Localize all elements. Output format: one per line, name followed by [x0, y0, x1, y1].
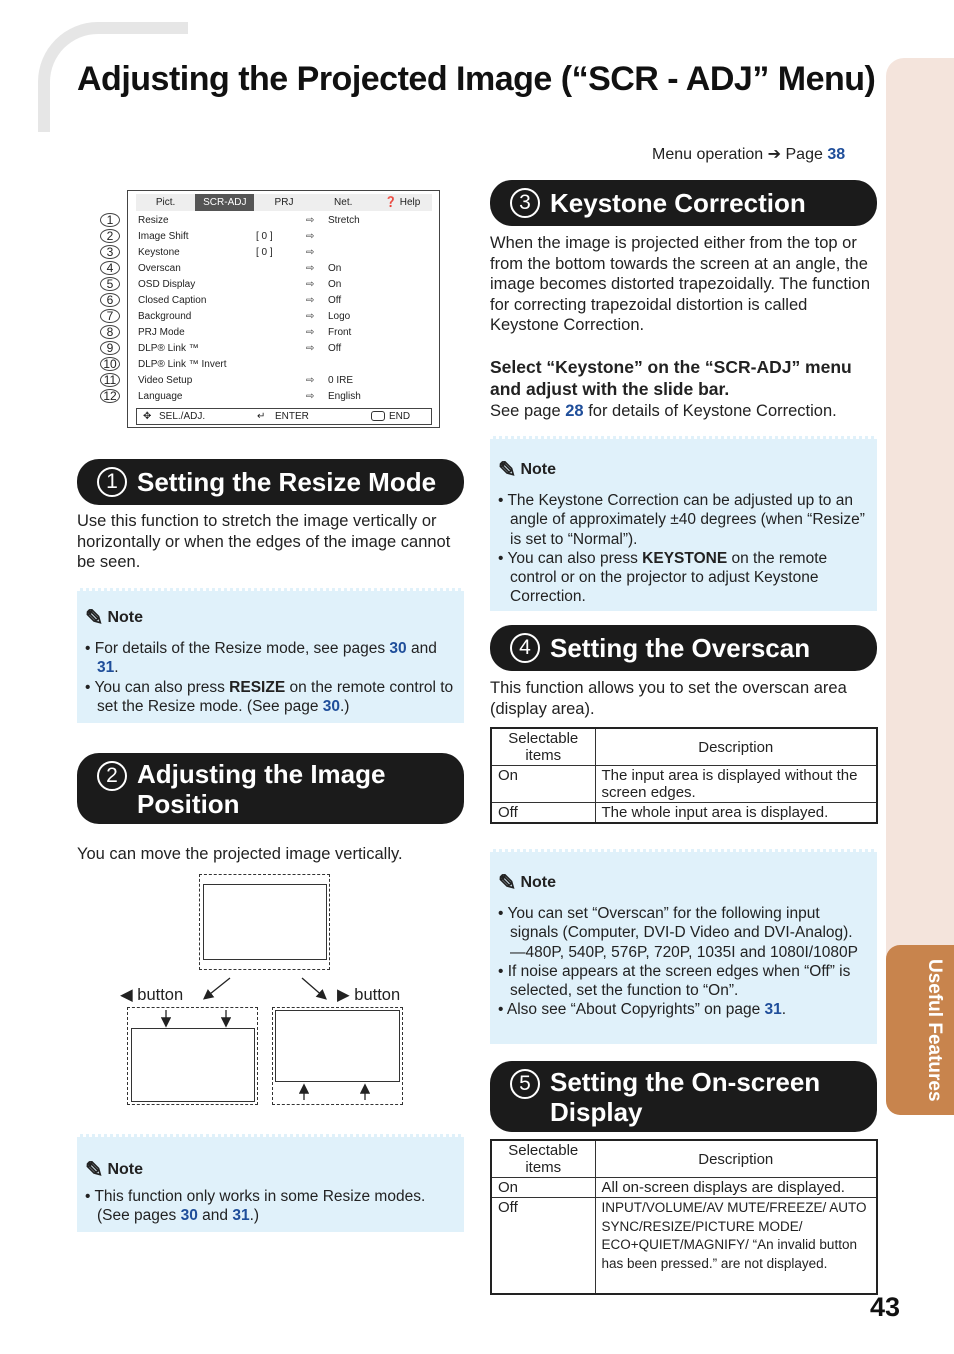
- osd-row-label: Closed Caption: [138, 295, 207, 306]
- section-title: Setting the Resize Mode: [137, 467, 437, 497]
- pencil-icon: ✎: [498, 457, 517, 482]
- osd-tab-pict: Pict.: [155, 197, 176, 208]
- osd-row-label: PRJ Mode: [138, 327, 185, 338]
- list-item: • This function only works in some Resize modes. (See pages 30 and 31.): [85, 1187, 456, 1226]
- note-label: Note: [520, 461, 556, 478]
- list-item: • You can also press KEYSTONE on the remote control or on the projector to adjust Keystone Correction.: [498, 549, 869, 607]
- osd-callout-number: 10: [100, 357, 120, 371]
- table-cell: The input area is displayed without the screen edges.: [595, 766, 877, 803]
- osd-footer-enter: ENTER: [275, 411, 309, 422]
- pencil-icon: ✎: [498, 870, 517, 895]
- arrow-icon: ⇨: [306, 375, 315, 386]
- arrow-icon: ⇨: [306, 391, 315, 402]
- enter-icon: ↵: [257, 411, 266, 422]
- page-link[interactable]: 31: [764, 1001, 782, 1019]
- note-list: [85, 639, 456, 716]
- image-center: [203, 884, 327, 960]
- list-item: • If noise appears at the screen edges when “Off” is selected, set the function to “On”.: [498, 962, 869, 1001]
- osd-row-label: Overscan: [138, 263, 181, 274]
- osd-menu-screenshot: [127, 190, 440, 428]
- osd-tab-help-label: Help: [399, 197, 421, 208]
- osd-tab-help: [373, 194, 432, 211]
- table-header-row: [491, 728, 877, 766]
- section-title: Adjusting the Image Position: [137, 758, 386, 819]
- osd-row-value: Front: [328, 327, 352, 338]
- menu-operation-label: Menu operation: [652, 146, 764, 163]
- page-link[interactable]: 30: [322, 697, 340, 715]
- note-list: [498, 904, 869, 1020]
- osd-callout-number: 11: [100, 373, 120, 387]
- page-link[interactable]: 30: [180, 1207, 198, 1225]
- keystone-body: When the image is projected either from the top or from the bottom towards the screen at an angle, the image becomes distorted trapezoidally. The function for correcting trapezoidal distortion is called Keystone Correction.: [490, 234, 871, 334]
- column-header: Description: [595, 1140, 877, 1178]
- end-icon: [371, 411, 385, 421]
- osd-callout-number: 6: [100, 293, 120, 307]
- osd-tab-scr-adj: SCR-ADJ: [195, 194, 254, 211]
- section-title: Setting the On-screen Display: [550, 1066, 821, 1127]
- section-title: Keystone Correction: [550, 188, 806, 218]
- osd-row: [138, 261, 428, 277]
- section-number: 2: [97, 761, 127, 791]
- table-row: [491, 1198, 877, 1294]
- osd-row: [138, 357, 428, 373]
- arrow-icon: ➔: [767, 146, 782, 163]
- osd-row: [138, 341, 428, 357]
- osd-row-value: On: [328, 279, 342, 290]
- list-item: • You can set “Overscan” for the following input signals (Computer, DVI-D Video and DVI-Analog). —480P, 540P, 576P, 720P, 1035I and 1080I/1080P: [498, 904, 869, 962]
- help-icon: ❓: [384, 197, 397, 208]
- osd-callout-number: 3: [100, 245, 120, 259]
- note-label: Note: [520, 874, 556, 891]
- osd-callout-number: 2: [100, 229, 120, 243]
- osd-row-value: [ 0 ]: [256, 247, 273, 258]
- overscan-note: [490, 849, 877, 1044]
- note-list: [85, 1187, 456, 1226]
- osd-row-value: English: [328, 391, 361, 402]
- osd-callout-number: 5: [100, 277, 120, 291]
- table-cell: All on-screen displays are displayed.: [595, 1178, 877, 1198]
- osd-row: [138, 325, 428, 341]
- table-row: [491, 766, 877, 803]
- pencil-icon: ✎: [85, 1157, 104, 1182]
- table-row: [491, 803, 877, 824]
- left-button-label: ◀ button: [120, 986, 184, 1004]
- page-word: Page: [785, 146, 823, 163]
- table-cell: The whole input area is displayed.: [595, 803, 877, 824]
- osd-row: [138, 229, 428, 245]
- section-number: 5: [510, 1069, 540, 1099]
- note-heading: [498, 457, 869, 483]
- side-tab-label: Useful Features: [924, 958, 945, 1102]
- osd-row: [138, 389, 428, 405]
- overscan-table: [490, 727, 878, 824]
- keystone-see-page: See page 28 for details of Keystone Correction.: [490, 402, 837, 420]
- menu-operation-ref: [652, 144, 845, 164]
- page-link[interactable]: 31: [97, 659, 115, 677]
- table-cell: On: [491, 1178, 595, 1198]
- osd-row-value: [ 0 ]: [256, 231, 273, 242]
- osd-row-label: Video Setup: [138, 375, 193, 386]
- page-number: 43: [870, 1292, 901, 1322]
- note-heading: [85, 605, 456, 631]
- osd-tab-net: Net.: [334, 197, 353, 208]
- osd-display-table: [490, 1139, 878, 1295]
- table-header-row: [491, 1140, 877, 1178]
- osd-row-label: Image Shift: [138, 231, 189, 242]
- arrow-icon: ⇨: [306, 263, 315, 274]
- osd-callout-number: 7: [100, 309, 120, 323]
- osd-row-label: Resize: [138, 215, 169, 226]
- arrow-icon: ⇨: [306, 311, 315, 322]
- table-row: [491, 1178, 877, 1198]
- osd-row: [138, 293, 428, 309]
- section-resize-heading: [77, 459, 464, 505]
- table-cell: Off: [491, 1198, 595, 1294]
- osd-callout-number: 1: [100, 213, 120, 227]
- osd-row-label: DLP® Link ™ Invert: [138, 359, 227, 370]
- note-heading: [85, 1157, 456, 1183]
- pencil-icon: ✎: [85, 605, 104, 630]
- section-osd-display-heading: [490, 1061, 877, 1132]
- osd-row-value: 0 IRE: [328, 375, 354, 386]
- osd-row-label: Language: [138, 391, 183, 402]
- osd-callout-number: 4: [100, 261, 120, 275]
- osd-row-value: Off: [328, 295, 342, 306]
- osd-row-value: Stretch: [328, 215, 360, 226]
- page-link[interactable]: 28: [565, 402, 584, 420]
- table-cell: INPUT/VOLUME/AV MUTE/FREEZE/ AUTO SYNC/RESIZE/PICTURE MODE/ ECO+QUIET/MAGNIFY/ “An invalid button has been pressed.” are not displayed.: [595, 1198, 877, 1294]
- arrow-icon: ⇨: [306, 295, 315, 306]
- table-cell: Off: [491, 803, 595, 824]
- section-overscan-heading: [490, 625, 877, 671]
- osd-row-value: Off: [328, 343, 342, 354]
- page-title: Adjusting the Projected Image (“SCR - ADJ” Menu): [77, 60, 876, 98]
- osd-row: [138, 309, 428, 325]
- note-label: Note: [107, 609, 143, 626]
- page-link[interactable]: 38: [827, 146, 846, 163]
- arrow-icon: ⇨: [306, 343, 315, 354]
- list-item: • The Keystone Correction can be adjusted up to an angle of approximately ±40 degrees (when “Resize” is set to “Normal”).: [498, 491, 869, 549]
- section-number: 1: [97, 467, 127, 497]
- osd-row-value: Logo: [328, 311, 351, 322]
- osd-callout-number: 8: [100, 325, 120, 339]
- osd-row-label: Background: [138, 311, 192, 322]
- osd-row: [138, 213, 428, 229]
- arrow-icon: ⇨: [306, 231, 315, 242]
- position-note: [77, 1134, 464, 1232]
- section-number: 4: [510, 633, 540, 663]
- overscan-body: This function allows you to set the overscan area (display area).: [490, 679, 847, 718]
- osd-footer-end: END: [389, 411, 411, 422]
- osd-footer-sel: SEL./ADJ.: [159, 411, 206, 422]
- resize-body: Use this function to stretch the image vertically or horizontally or when the edges of the image cannot be seen.: [77, 512, 451, 571]
- osd-row-label: OSD Display: [138, 279, 196, 290]
- keystone-subhead: Select “Keystone” on the “SCR-ADJ” menu and adjust with the slide bar.: [490, 357, 852, 399]
- osd-row-label: Keystone: [138, 247, 180, 258]
- osd-callout-number: 12: [100, 389, 120, 403]
- osd-tab-bar: [136, 194, 432, 211]
- list-item: • Also see “About Copyrights” on page 31.: [498, 1000, 869, 1019]
- osd-row-label: DLP® Link ™: [138, 343, 199, 354]
- osd-tab-prj: PRJ: [274, 197, 294, 208]
- column-header: Description: [595, 728, 877, 766]
- arrow-icon: ⇨: [306, 327, 315, 338]
- section-keystone-heading: [490, 180, 877, 226]
- page-link[interactable]: 31: [232, 1207, 250, 1225]
- position-body: You can move the projected image vertically.: [77, 845, 403, 863]
- section-number: 3: [510, 188, 540, 218]
- osd-row-value: On: [328, 263, 342, 274]
- page-link[interactable]: 30: [389, 640, 407, 657]
- keystone-note: [490, 436, 877, 611]
- section-position-heading: [77, 753, 464, 824]
- move-icon: ✥: [143, 411, 152, 422]
- arrow-icon: ⇨: [306, 247, 315, 258]
- section-title: Setting the Overscan: [550, 633, 811, 663]
- list-item: • For details of the Resize mode, see pages 30 and 31.: [85, 639, 456, 678]
- osd-row: [138, 373, 428, 389]
- column-header: Selectable items: [491, 1140, 595, 1178]
- table-cell: On: [491, 766, 595, 803]
- resize-note: [77, 588, 464, 723]
- note-label: Note: [107, 1161, 143, 1178]
- osd-callout-number: 9: [100, 341, 120, 355]
- note-list: [498, 491, 869, 607]
- column-header: Selectable items: [491, 728, 595, 766]
- arrow-icon: ⇨: [306, 279, 315, 290]
- osd-row: [138, 277, 428, 293]
- arrow-icon: ⇨: [306, 215, 315, 226]
- list-item: • You can also press RESIZE on the remote control to set the Resize mode. (See page 30.): [85, 678, 456, 717]
- osd-footer: [136, 408, 432, 425]
- osd-row: [138, 245, 428, 261]
- right-button-label: ▶ button: [337, 986, 401, 1004]
- note-heading: [498, 870, 869, 896]
